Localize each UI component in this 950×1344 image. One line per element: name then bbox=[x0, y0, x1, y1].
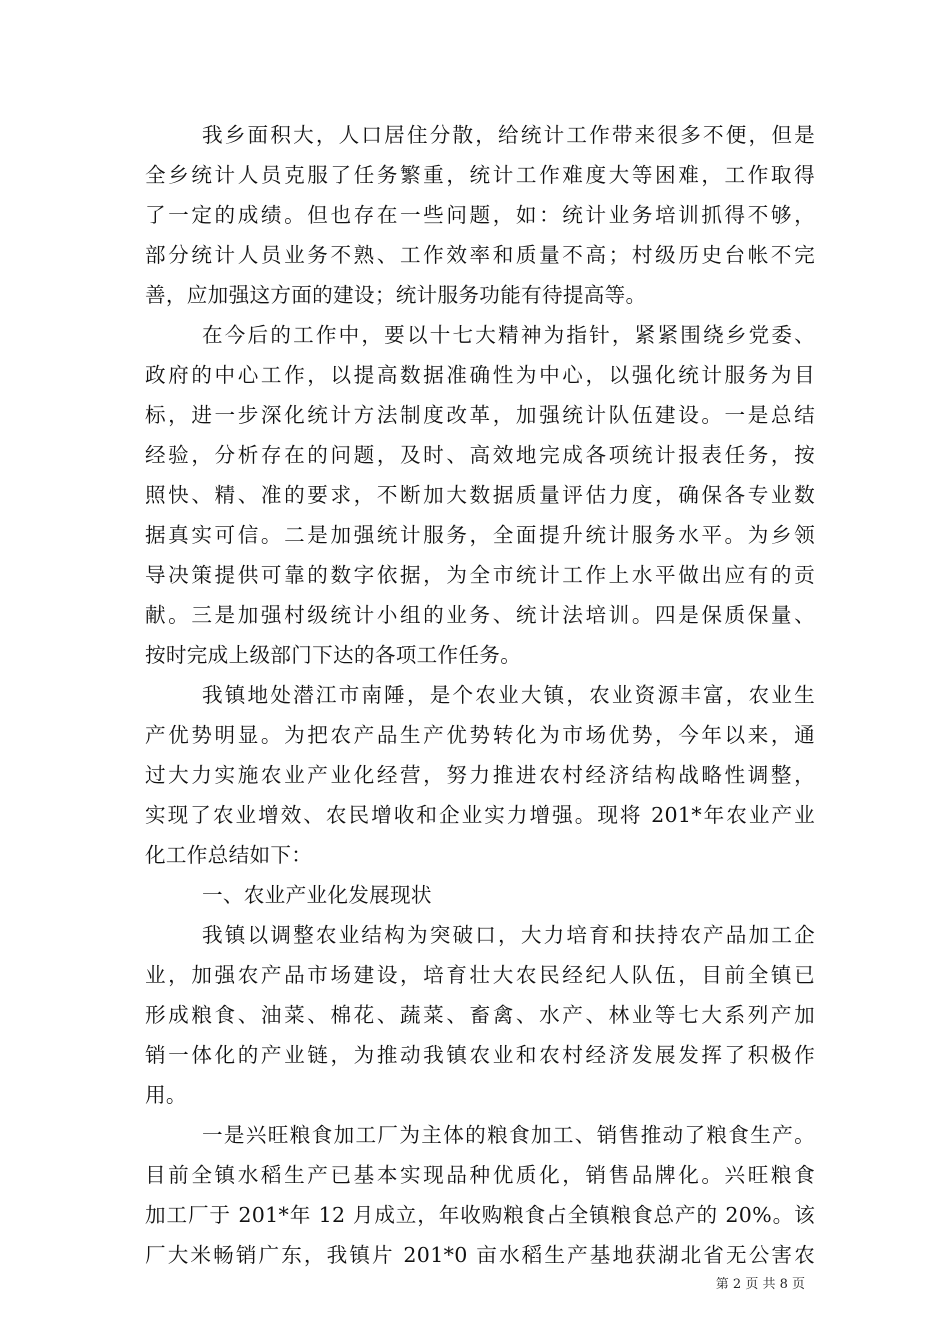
text-line: 用。 bbox=[145, 1083, 187, 1107]
text-line: 厂大米畅销广东，我镇片 201*0 亩水稻生产基地获湖北省无公害农 bbox=[145, 1243, 815, 1267]
text-line: 政府的中心工作，以提高数据准确性为中心，以强化统计服务为目 bbox=[145, 363, 815, 387]
text-line: 加工厂于 201*年 12 月成立，年收购粮食占全镇粮食总产的 20%。该 bbox=[145, 1203, 815, 1227]
text-line: 照快、精、准的要求，不断加大数据质量评估力度，确保各专业数 bbox=[145, 483, 815, 507]
text-line: 善，应加强这方面的建设；统计服务功能有待提高等。 bbox=[145, 283, 647, 307]
text-line: 实现了农业增效、农民增收和企业实力增强。现将 201*年农业产业 bbox=[145, 803, 815, 827]
section-heading: 一、农业产业化发展现状 bbox=[202, 883, 432, 907]
text-line: 目前全镇水稻生产已基本实现品种优质化，销售品牌化。兴旺粮食 bbox=[145, 1163, 815, 1187]
text-line: 献。三是加强村级统计小组的业务、统计法培训。四是保质保量、 bbox=[145, 603, 815, 627]
text-line: 经验，分析存在的问题，及时、高效地完成各项统计报表任务，按 bbox=[145, 443, 815, 467]
text-line: 部分统计人员业务不熟、工作效率和质量不高；村级历史台帐不完 bbox=[145, 243, 815, 267]
text-line: 据真实可信。二是加强统计服务，全面提升统计服务水平。为乡领 bbox=[145, 523, 815, 547]
text-line: 一是兴旺粮食加工厂为主体的粮食加工、销售推动了粮食生产。 bbox=[202, 1123, 815, 1147]
text-line: 我镇地处潜江市南陲，是个农业大镇，农业资源丰富，农业生 bbox=[202, 683, 815, 707]
text-line: 形成粮食、油菜、棉花、蔬菜、畜禽、水产、林业等七大系列产加 bbox=[145, 1003, 815, 1027]
text-line: 标，进一步深化统计方法制度改革，加强统计队伍建设。一是总结 bbox=[145, 403, 815, 427]
text-line: 销一体化的产业链，为推动我镇农业和农村经济发展发挥了积极作 bbox=[145, 1043, 815, 1067]
text-line: 在今后的工作中，要以十七大精神为指针，紧紧围绕乡党委、 bbox=[202, 323, 815, 347]
text-line: 产优势明显。为把农产品生产优势转化为市场优势，今年以来，通 bbox=[145, 723, 815, 747]
text-line: 按时完成上级部门下达的各项工作任务。 bbox=[145, 643, 522, 667]
text-line: 我镇以调整农业结构为突破口，大力培育和扶持农产品加工企 bbox=[202, 923, 815, 947]
text-line: 全乡统计人员克服了任务繁重，统计工作难度大等困难，工作取得 bbox=[145, 163, 815, 187]
page-number-footer: 第 2 页 共 8 页 bbox=[715, 1277, 805, 1292]
text-line: 我乡面积大，人口居住分散，给统计工作带来很多不便，但是 bbox=[202, 123, 815, 147]
text-line: 业，加强农产品市场建设，培育壮大农民经纪人队伍，目前全镇已 bbox=[145, 963, 815, 987]
text-line: 化工作总结如下： bbox=[145, 843, 313, 867]
text-line: 过大力实施农业产业化经营，努力推进农村经济结构战略性调整， bbox=[145, 763, 815, 787]
text-line: 了一定的成绩。但也存在一些问题，如：统计业务培训抓得不够， bbox=[145, 203, 815, 227]
text-line: 导决策提供可靠的数字依据，为全市统计工作上水平做出应有的贡 bbox=[145, 563, 815, 587]
